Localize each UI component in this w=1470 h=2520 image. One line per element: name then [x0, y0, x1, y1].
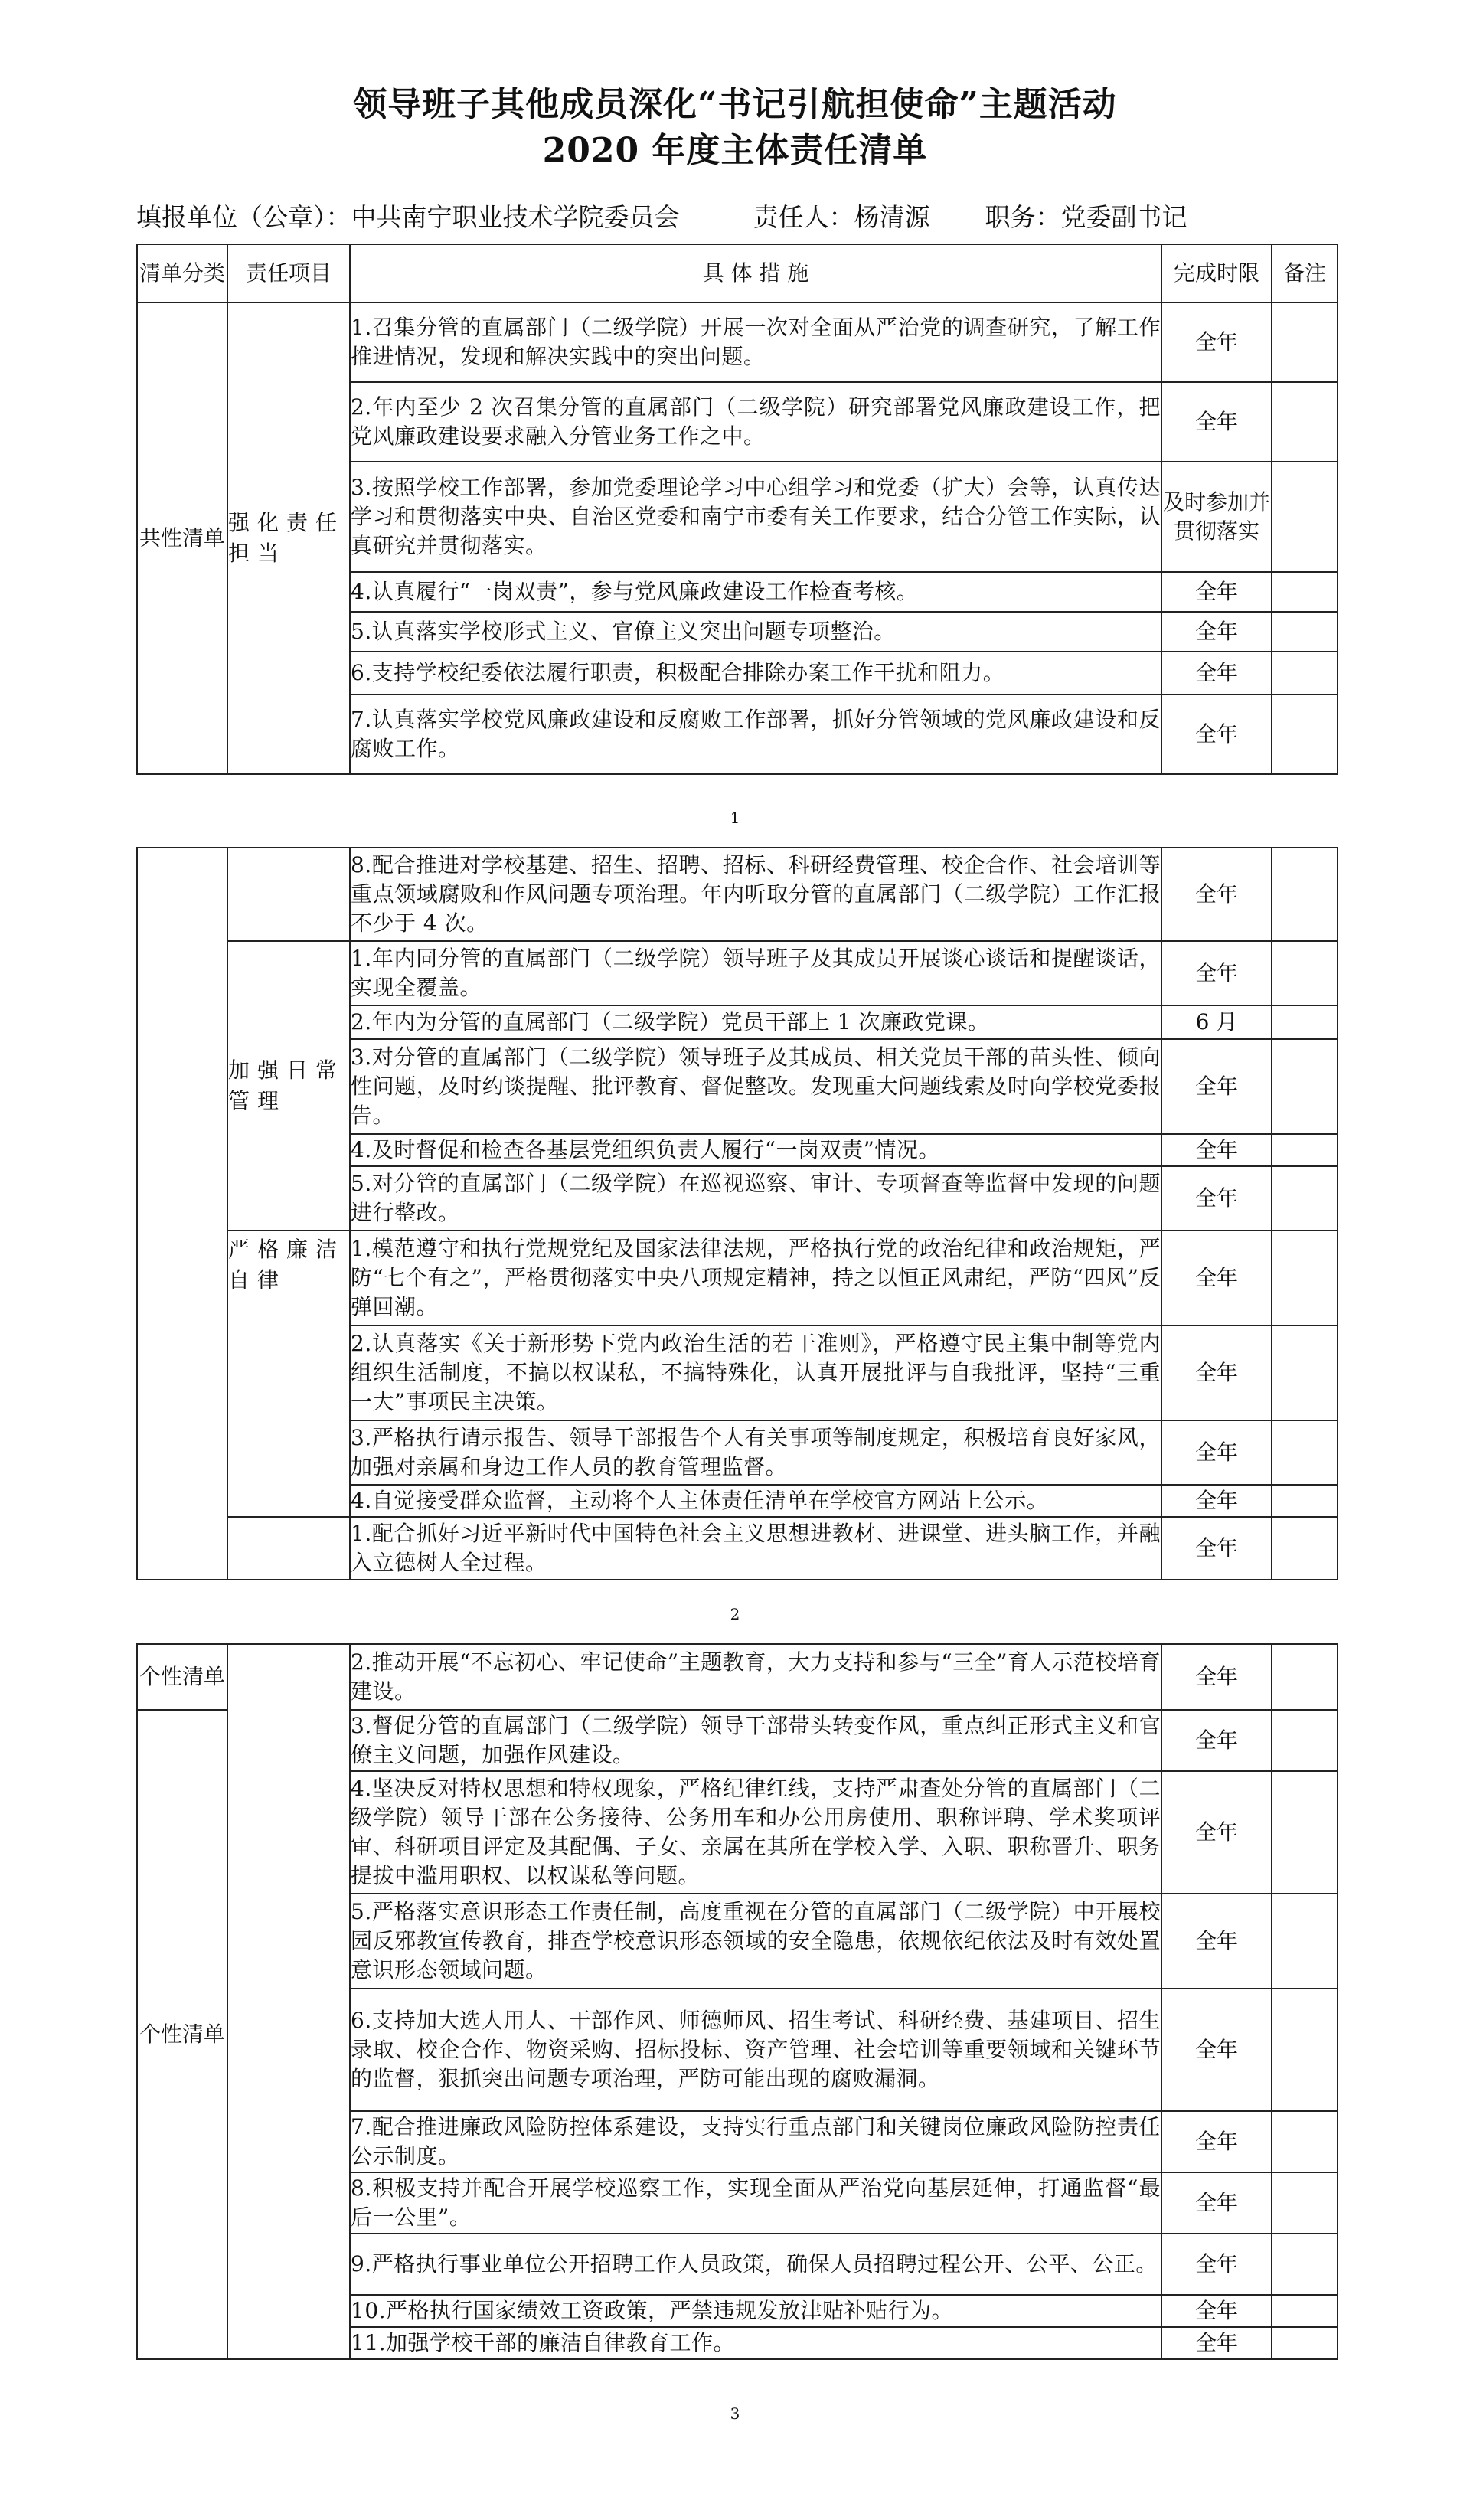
header-category: 清单分类	[137, 244, 227, 302]
remark-cell	[1272, 1894, 1338, 1989]
deadline-cell: 全年	[1161, 1039, 1272, 1134]
remark-cell	[1272, 2111, 1338, 2172]
category-cell: 个性清单	[137, 1644, 227, 1710]
remark-cell	[1272, 2234, 1338, 2295]
measure-cell: 6.支持加大选人用人、干部作风、师德师风、招生考试、科研经费、基建项目、招生录取、校企合作、物资采购、招标投标、资产管理、社会培训等重要领域和关键环节的监督，狠抓突出问题专项治理，严防可能出现的腐败漏洞。	[350, 1989, 1161, 2111]
measure-cell: 1.召集分管的直属部门（二级学院）开展一次对全面从严治党的调查研究，了解工作推进情况，发现和解决实践中的突出问题。	[350, 302, 1161, 382]
header-remark: 备注	[1272, 244, 1338, 302]
page-number: 1	[730, 809, 740, 827]
deadline-cell: 全年	[1161, 1894, 1272, 1989]
remark-cell	[1272, 1710, 1338, 1771]
responsibility-table-page-1	[136, 244, 1338, 775]
page-number: 2	[730, 1605, 740, 1623]
item-cell	[227, 1231, 350, 1517]
deadline-cell: 全年	[1161, 1231, 1272, 1325]
remark-cell	[1272, 1325, 1338, 1420]
deadline-cell: 全年	[1161, 612, 1272, 652]
deadline-cell: 全年	[1161, 1989, 1272, 2111]
measure-cell: 7.认真落实学校党风廉政建设和反腐败工作部署，抓好分管领域的党风廉政建设和反腐败工作。	[350, 695, 1161, 774]
measure-cell: 1.年内同分管的直属部门（二级学院）领导班子及其成员开展谈心谈话和提醒谈话，实现全覆盖。	[350, 941, 1161, 1005]
remark-cell	[1272, 462, 1338, 572]
header-item: 责任项目	[227, 244, 350, 302]
table-row	[137, 941, 1338, 1005]
measure-cell: 5.认真落实学校形式主义、官僚主义突出问题专项整治。	[350, 612, 1161, 652]
document-title: 领导班子其他成员深化“书记引航担使命”主题活动	[353, 85, 1117, 124]
deadline-cell: 及时参加并贯彻落实	[1161, 462, 1272, 572]
item-cell: 强化责任担当	[227, 302, 350, 774]
table-row	[137, 1231, 1338, 1325]
remark-cell	[1272, 2327, 1338, 2359]
remark-cell	[1272, 2172, 1338, 2234]
filler-info-row	[136, 198, 1337, 234]
remark-cell	[1272, 1517, 1338, 1580]
remark-cell	[1272, 941, 1338, 1005]
remark-cell	[1272, 1039, 1338, 1134]
deadline-cell: 全年	[1161, 382, 1272, 462]
measure-cell: 4.坚决反对特权思想和特权现象，严格纪律红线，支持严肃查处分管的直属部门（二级学院）领导干部在公务接待、公务用车和办公用房使用、职称评聘、学术奖项评审、科研项目评定及其配偶、子女、亲属在其所在学校入学、入职、职称晋升、职务提拔中滥用职权、以权谋私等问题。	[350, 1771, 1161, 1894]
category-cell-continued	[137, 848, 227, 1580]
deadline-cell: 全年	[1161, 1485, 1272, 1517]
remark-cell	[1272, 1166, 1338, 1231]
measure-cell: 9.严格执行事业单位公开招聘工作人员政策，确保人员招聘过程公开、公平、公正。	[350, 2234, 1161, 2295]
remark-cell	[1272, 1771, 1338, 1894]
item-cell: 加强日常管理	[227, 941, 350, 1231]
deadline-cell: 全年	[1161, 2172, 1272, 2234]
table-row	[137, 1517, 1338, 1580]
remark-cell	[1272, 695, 1338, 774]
deadline-cell: 全年	[1161, 1710, 1272, 1771]
deadline-cell: 全年	[1161, 1166, 1272, 1231]
responsible-person: 责任人：杨清源	[753, 202, 930, 232]
measure-cell: 2.年内为分管的直属部门（二级学院）党员干部上 1 次廉政党课。	[350, 1005, 1161, 1039]
deadline-cell: 全年	[1161, 1134, 1272, 1166]
deadline-cell: 全年	[1161, 302, 1272, 382]
measure-cell: 2.推动开展“不忘初心、牢记使命”主题教育，大力支持和参与“三全”育人示范校培育建设。	[350, 1644, 1161, 1710]
category-cell: 共性清单	[137, 302, 227, 774]
remark-cell	[1272, 1989, 1338, 2111]
remark-cell	[1272, 1231, 1338, 1325]
measure-cell: 3.督促分管的直属部门（二级学院）领导干部带头转变作风，重点纠正形式主义和官僚主义问题，加强作风建设。	[350, 1710, 1161, 1771]
deadline-cell: 全年	[1161, 1771, 1272, 1894]
category-cell: 个性清单	[137, 1710, 227, 2359]
measure-cell: 1.配合抓好习近平新时代中国特色社会主义思想进教材、进课堂、进头脑工作，并融入立德树人全过程。	[350, 1517, 1161, 1580]
remark-cell	[1272, 1485, 1338, 1517]
measure-cell: 2.年内至少 2 次召集分管的直属部门（二级学院）研究部署党风廉政建设工作，把党风廉政建设要求融入分管业务工作之中。	[350, 382, 1161, 462]
position: 职务：党委副书记	[985, 202, 1187, 232]
remark-cell	[1272, 1005, 1338, 1039]
measure-cell: 2.认真落实《关于新形势下党内政治生活的若干准则》，严格遵守民主集中制等党内组织生活制度，不搞以权谋私，不搞特殊化，认真开展批评与自我批评，坚持“三重一大”事项民主决策。	[350, 1325, 1161, 1420]
measure-cell: 11.加强学校干部的廉洁自律教育工作。	[350, 2327, 1161, 2359]
measure-cell: 3.对分管的直属部门（二级学院）领导班子及其成员、相关党员干部的苗头性、倾向性问题，及时约谈提醒、批评教育、督促整改。发现重大问题线索及时向学校党委报告。	[350, 1039, 1161, 1134]
measure-cell: 4.及时督促和检查各基层党组织负责人履行“一岗双责”情况。	[350, 1134, 1161, 1166]
deadline-cell: 全年	[1161, 2234, 1272, 2295]
remark-cell	[1272, 652, 1338, 695]
deadline-cell: 全年	[1161, 2327, 1272, 2359]
filling-unit: 填报单位（公章）：中共南宁职业技术学院委员会	[136, 202, 680, 232]
measure-cell: 5.对分管的直属部门（二级学院）在巡视巡察、审计、专项督查等监督中发现的问题进行整改。	[350, 1166, 1161, 1231]
measure-cell: 5.严格落实意识形态工作责任制，高度重视在分管的直属部门（二级学院）中开展校园反邪教宣传教育，排查学校意识形态领域的安全隐患，依规依纪依法及时有效处置意识形态领域问题。	[350, 1894, 1161, 1989]
deadline-cell: 全年	[1161, 2111, 1272, 2172]
measure-cell: 4.自觉接受群众监督，主动将个人主体责任清单在学校官方网站上公示。	[350, 1485, 1161, 1517]
item-cell	[227, 1517, 350, 1580]
deadline-cell: 全年	[1161, 848, 1272, 941]
remark-cell	[1272, 2295, 1338, 2327]
measure-cell: 3.按照学校工作部署，参加党委理论学习中心组学习和党委（扩大）会等，认真传达学习和贯彻落实中央、自治区党委和南宁市委有关工作要求，结合分管工作实际，认真研究并贯彻落实。	[350, 462, 1161, 572]
deadline-cell: 6 月	[1161, 1005, 1272, 1039]
remark-cell	[1272, 302, 1338, 382]
item-cell	[227, 1644, 350, 2359]
deadline-cell: 全年	[1161, 2295, 1272, 2327]
header-measures: 具 体 措 施	[350, 244, 1161, 302]
responsibility-table-page-2	[136, 847, 1338, 1580]
page-number: 3	[730, 2404, 740, 2423]
remark-cell	[1272, 1134, 1338, 1166]
measure-cell: 3.严格执行请示报告、领导干部报告个人有关事项等制度规定，积极培育良好家风，加强对亲属和身边工作人员的教育管理监督。	[350, 1420, 1161, 1485]
remark-cell	[1272, 1644, 1338, 1710]
measure-cell: 10.严格执行国家绩效工资政策，严禁违规发放津贴补贴行为。	[350, 2295, 1161, 2327]
remark-cell	[1272, 1420, 1338, 1485]
deadline-cell: 全年	[1161, 695, 1272, 774]
deadline-cell: 全年	[1161, 652, 1272, 695]
measure-cell: 8.积极支持并配合开展学校巡察工作，实现全面从严治党向基层延伸，打通监督“最后一公里”。	[350, 2172, 1161, 2234]
table-row	[137, 1644, 1338, 1710]
header-deadline: 完成时限	[1161, 244, 1272, 302]
deadline-cell: 全年	[1161, 572, 1272, 612]
deadline-cell: 全年	[1161, 1420, 1272, 1485]
remark-cell	[1272, 612, 1338, 652]
remark-cell	[1272, 848, 1338, 941]
table-row	[137, 848, 1338, 941]
remark-cell	[1272, 572, 1338, 612]
measure-cell: 4.认真履行“一岗双责”，参与党风廉政建设工作检查考核。	[350, 572, 1161, 612]
measure-cell: 8.配合推进对学校基建、招生、招聘、招标、科研经费管理、校企合作、社会培训等重点领域腐败和作风问题专项治理。年内听取分管的直属部门（二级学院）工作汇报不少于 4 次。	[350, 848, 1161, 941]
remark-cell	[1272, 382, 1338, 462]
item-cell-continued	[227, 848, 350, 941]
responsibility-table-page-3	[136, 1643, 1338, 2360]
item-label: 严格廉洁自律	[228, 1237, 345, 1293]
deadline-cell: 全年	[1161, 1517, 1272, 1580]
measure-cell: 1.模范遵守和执行党规党纪及国家法律法规，严格执行党的政治纪律和政治规矩，严防“七个有之”，严格贯彻落实中央八项规定精神，持之以恒正风肃纪，严防“四风”反弹回潮。	[350, 1231, 1161, 1325]
measure-cell: 7.配合推进廉政风险防控体系建设，支持实行重点部门和关键岗位廉政风险防控责任公示制度。	[350, 2111, 1161, 2172]
deadline-cell: 全年	[1161, 941, 1272, 1005]
deadline-cell: 全年	[1161, 1325, 1272, 1420]
deadline-cell: 全年	[1161, 1644, 1272, 1710]
table-header-row	[137, 244, 1338, 302]
table-row	[137, 302, 1338, 382]
document-subtitle: 2020 年度主体责任清单	[542, 131, 928, 170]
measure-cell: 6.支持学校纪委依法履行职责，积极配合排除办案工作干扰和阻力。	[350, 652, 1161, 695]
